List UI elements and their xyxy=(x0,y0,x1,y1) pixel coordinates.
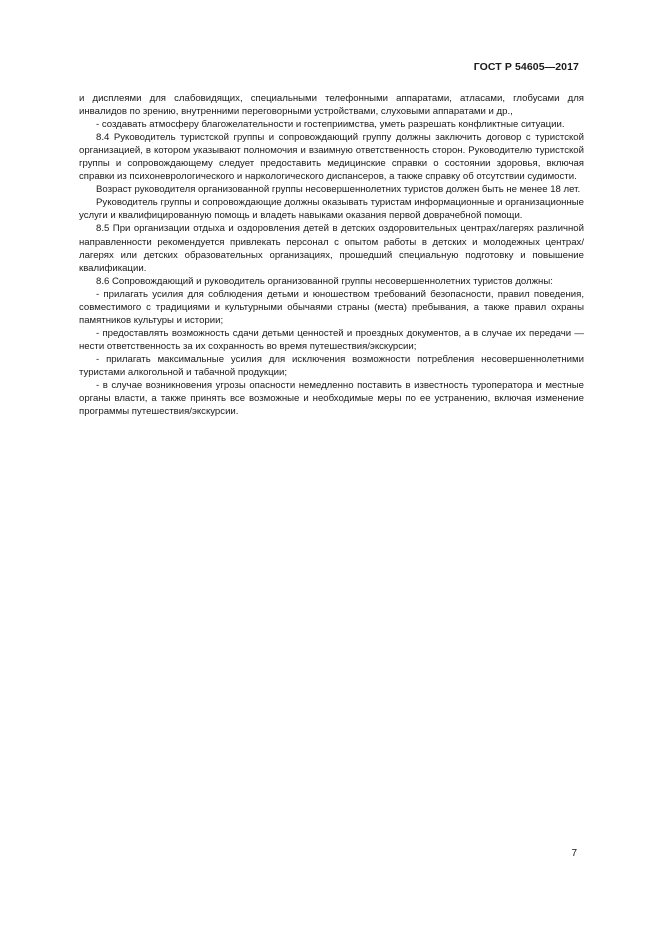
list-item-emergency: - в случае возникновения угрозы опасности немедленно поставить в известность туроператора и местные органы власти, а также принять все возможные и необходимые меры по ее устранению, включая изменение программы путешествия/экскурсии. xyxy=(79,380,584,418)
clause-8-6: 8.6 Сопровождающий и руководитель организованной группы несовершеннолетних туристов должны: xyxy=(96,275,553,287)
paragraph-leader-age: Возраст руководителя организованной группы несовершеннолетних туристов должен быть не менее 18 лет. xyxy=(96,184,581,196)
list-item-alcohol-tobacco: - прилагать максимальные усилия для исключения возможности потребления несовершеннолетними туристами алкогольной и табачной продукции; xyxy=(79,353,584,378)
document-header-standard-code: ГОСТ Р 54605—2017 xyxy=(473,61,579,73)
clause-8-5: 8.5 При организации отдыха и оздоровления детей в детских оздоровительных центрах/лагерях различной направленности рекомендуется привлекать персонал с опытом работы в детских и молодежных центрах/лагерях или детских образовательных организациях, прошедший специальную подготовку и повышение квалификации. xyxy=(79,223,584,274)
list-item-atmosphere: - создавать атмосферу благожелательности и гостеприимства, уметь разрешать конфликтные ситуации. xyxy=(96,119,565,131)
paragraph-leader-duties: Руководитель группы и сопровождающие должны оказывать туристам информационные и организационные услуги и квалифицированную помощь и владеть навыками оказания первой доврачебной помощи. xyxy=(79,197,584,222)
list-item-safety: - прилагать усилия для соблюдения детьми и юношеством требований безопасности, правил поведения, совместимого с традициями и культурными обычаями страны (места) пребывания, а также правил охраны памятников культуры и истории; xyxy=(79,288,584,326)
paragraph-continuation: и дисплеями для слабовидящих, специальными телефонными аппаратами, атласами, глобусами для инвалидов по зрению, внутренними переговорными устройствами, слуховыми аппаратами и др., xyxy=(79,93,584,118)
list-item-valuables: - предоставлять возможность сдачи детьми ценностей и проездных документов, а в случае их передачи — нести ответственность за их сохранность во время путешествия/экскурсии; xyxy=(79,327,584,352)
clause-8-4: 8.4 Руководитель туристской группы и сопровождающий группу должны заключить договор с туристской организацией, в котором указывают полномочия и взаимную ответственность сторон. Руководителю туристской группы и сопровождающему следует предоставить медицинские справки о состоянии здоровья, включая справки из психоневрологического и наркологического диспансеров, а также справку об отсутствии судимости. xyxy=(79,132,584,183)
document-body xyxy=(79,92,584,418)
page-number: 7 xyxy=(571,848,577,859)
